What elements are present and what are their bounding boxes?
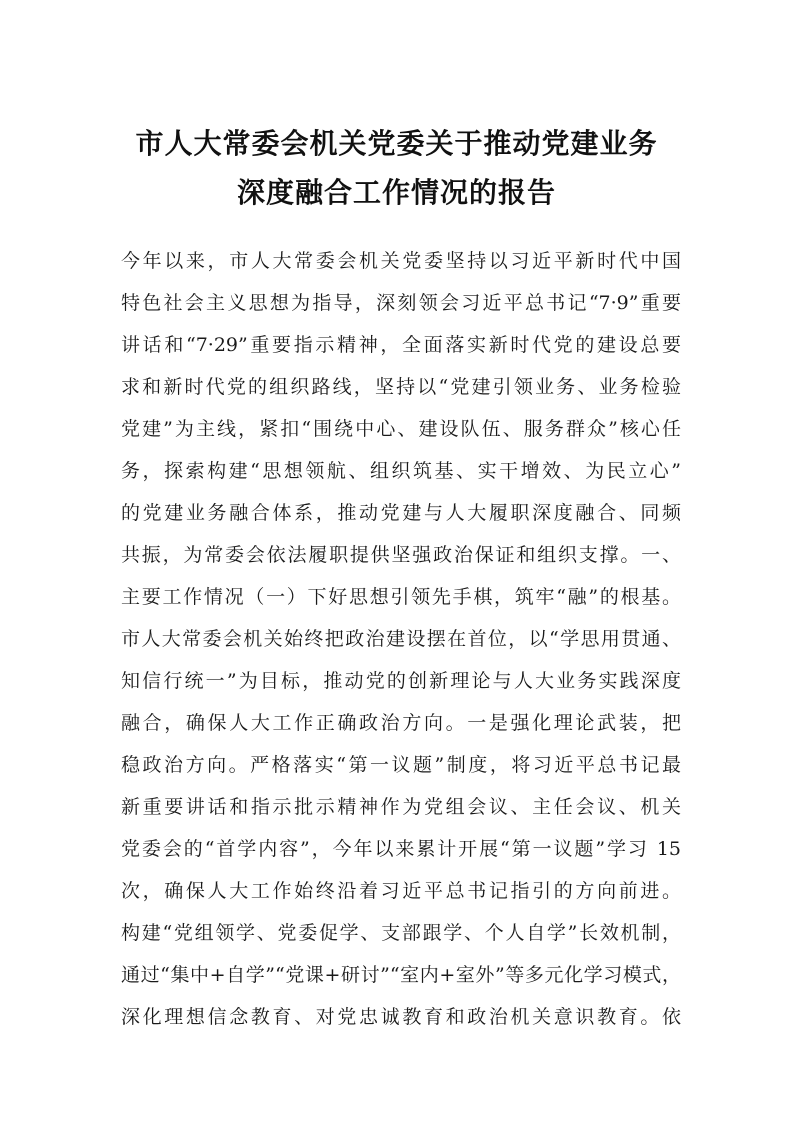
body-line: 深化理想信念教育、对党忠诚教育和政治机关意识教育。依 xyxy=(121,1006,681,1028)
body-line: 构建“党组领学、党委促学、支部跟学、个人自学”长效机制， xyxy=(121,922,681,944)
document-title-line-1: 市人大常委会机关党委关于推动党建业务 xyxy=(135,127,658,160)
body-line: 求和新时代党的组织路线，坚持以“党建引领业务、业务检验 xyxy=(121,376,681,398)
document-body xyxy=(121,240,681,1038)
body-line: 今年以来，市人大常委会机关党委坚持以习近平新时代中国 xyxy=(121,250,681,272)
body-line: 党建”为主线，紧扣“围绕中心、建设队伍、服务群众”核心任 xyxy=(121,418,681,440)
body-line: 特色社会主义思想为指导，深刻领会习近平总书记“7·9”重要 xyxy=(121,292,681,314)
body-line: 市人大常委会机关始终把政治建设摆在首位，以“学思用贯通、 xyxy=(121,628,681,650)
body-line: 新重要讲话和指示批示精神作为党组会议、主任会议、机关 xyxy=(121,796,681,818)
document-title-line-2: 深度融合工作情况的报告 xyxy=(236,176,556,209)
body-line: 融合，确保人大工作正确政治方向。一是强化理论武装，把 xyxy=(121,712,681,734)
body-line: 主要工作情况（一）下好思想引领先手棋，筑牢“融”的根基。 xyxy=(121,586,681,608)
body-line: 务，探索构建“思想领航、组织筑基、实干增效、为民立心” xyxy=(121,460,681,482)
body-line: 通过“集中+自学”“党课+研讨”“室内+室外”等多元化学习模式， xyxy=(121,964,681,986)
body-line: 的党建业务融合体系，推动党建与人大履职深度融合、同频 xyxy=(121,502,681,524)
body-line: 知信行统一”为目标，推动党的创新理论与人大业务实践深度 xyxy=(121,670,681,692)
body-line: 共振，为常委会依法履职提供坚强政治保证和组织支撑。一、 xyxy=(121,544,681,566)
body-line: 党委会的“首学内容”，今年以来累计开展“第一议题”学习 15 xyxy=(121,838,681,860)
body-line: 次，确保人大工作始终沿着习近平总书记指引的方向前进。 xyxy=(121,880,681,902)
body-line: 讲话和“7·29”重要指示精神，全面落实新时代党的建设总要 xyxy=(121,334,681,356)
body-line: 稳政治方向。严格落实“第一议题”制度，将习近平总书记最 xyxy=(121,754,681,776)
